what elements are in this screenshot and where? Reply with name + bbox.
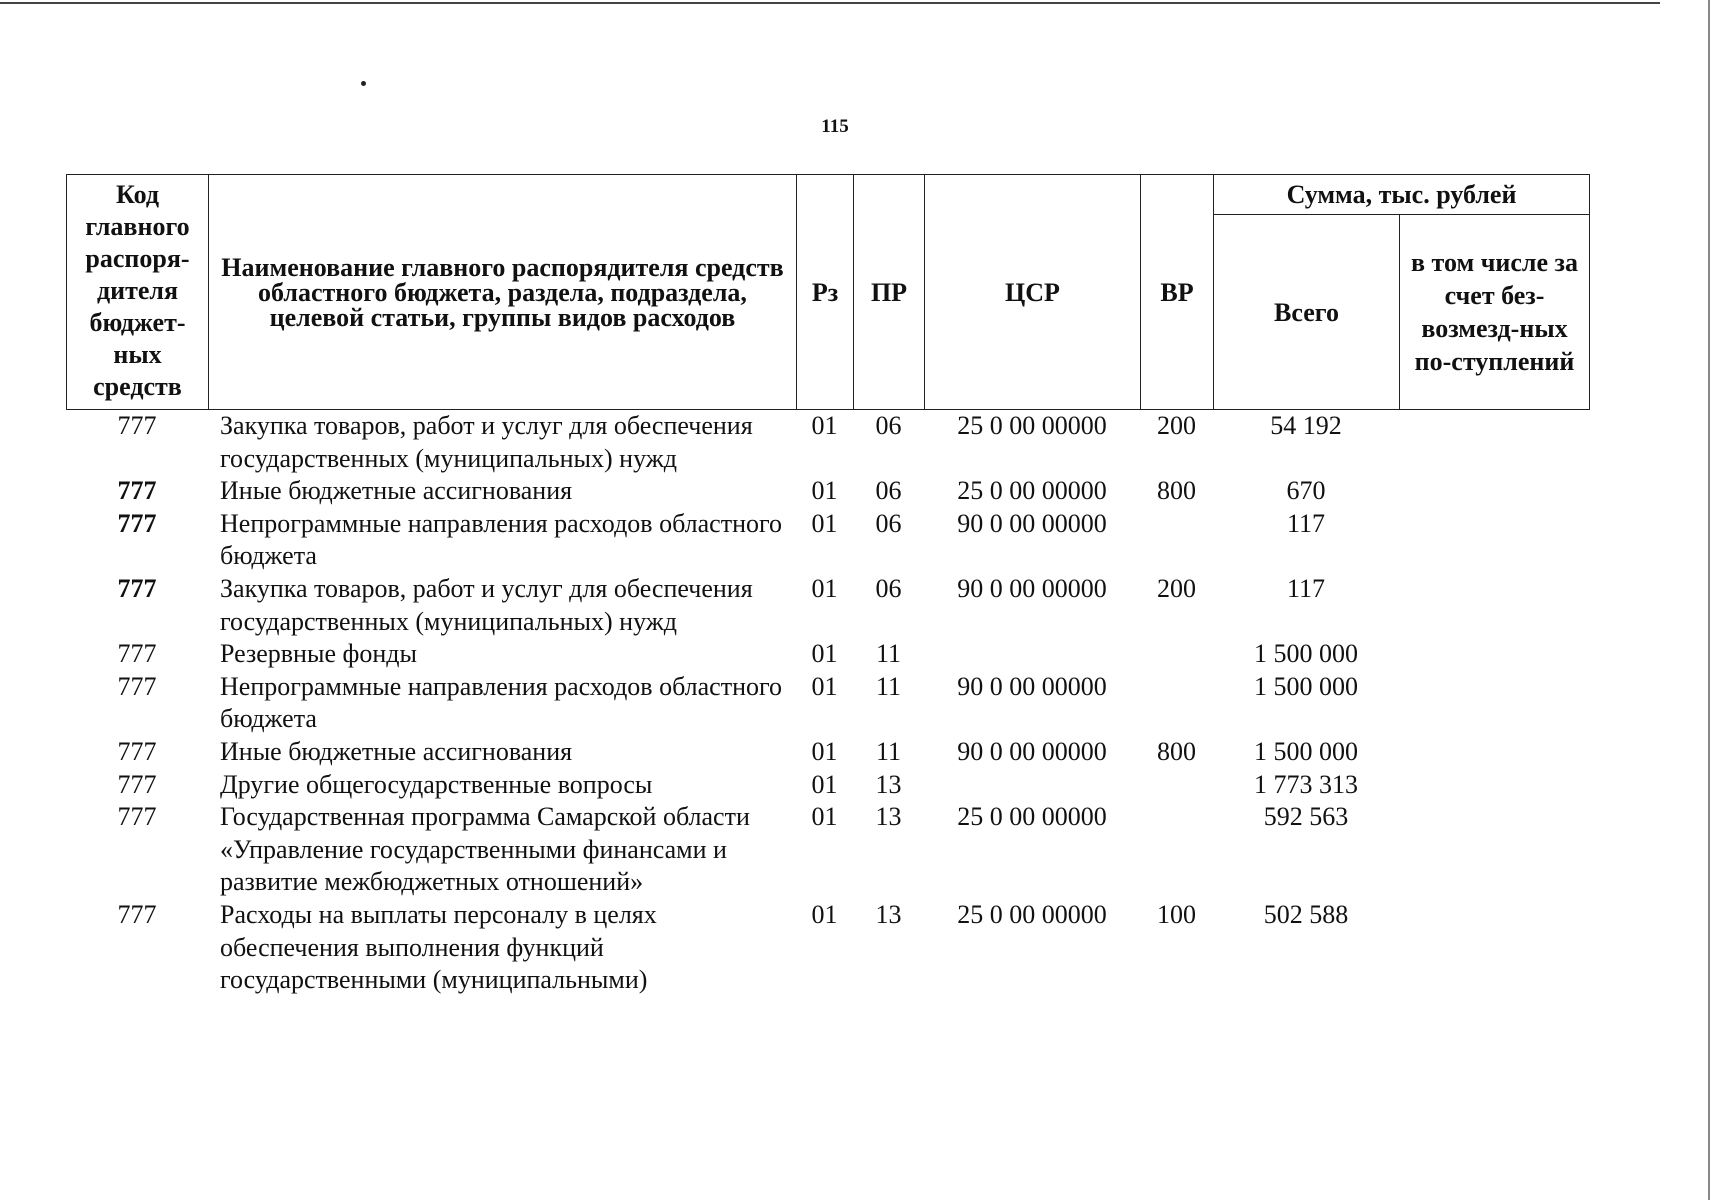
page-edge bbox=[1708, 0, 1710, 1200]
cell-donated bbox=[1399, 475, 1589, 508]
cell-code: 777 bbox=[117, 769, 157, 799]
cell-csr: 90 0 00 00000 bbox=[957, 671, 1107, 701]
header-total: Всего bbox=[1214, 215, 1400, 410]
table-row bbox=[66, 475, 1589, 508]
cell-vr bbox=[1140, 671, 1213, 736]
header-csr: ЦСР bbox=[925, 175, 1141, 410]
cell-pr: 13 bbox=[875, 802, 902, 832]
cell-pr: 11 bbox=[875, 639, 902, 669]
scan-dot bbox=[361, 81, 366, 86]
cell-vr bbox=[1140, 769, 1213, 802]
cell-rz: 01 bbox=[811, 736, 838, 766]
cell-rz: 01 bbox=[811, 899, 838, 929]
header-vr: ВР bbox=[1141, 175, 1214, 410]
cell-vr bbox=[1140, 508, 1213, 573]
cell-total: 502 588 bbox=[1263, 899, 1349, 929]
cell-vr bbox=[1140, 638, 1213, 671]
cell-total: 117 bbox=[1286, 508, 1326, 538]
cell-vr: 200 bbox=[1157, 411, 1196, 440]
table-row bbox=[66, 899, 1589, 997]
cell-donated bbox=[1399, 769, 1589, 802]
cell-pr: 13 bbox=[875, 769, 902, 799]
cell-donated bbox=[1399, 671, 1589, 736]
cell-donated bbox=[1399, 573, 1589, 638]
table-row bbox=[66, 671, 1589, 736]
header-sum: Сумма, тыс. рублей bbox=[1214, 175, 1590, 215]
cell-donated bbox=[1399, 638, 1589, 671]
cell-name: Закупка товаров, работ и услуг для обеспечения государственных (муниципальных) нужд bbox=[220, 411, 753, 473]
cell-vr: 800 bbox=[1157, 736, 1196, 766]
cell-total: 1 500 000 bbox=[1254, 639, 1358, 669]
table-row bbox=[66, 573, 1589, 638]
table-row bbox=[66, 769, 1589, 802]
cell-code: 777 bbox=[117, 573, 157, 603]
cell-pr: 06 bbox=[875, 508, 902, 538]
cell-code: 777 bbox=[117, 411, 157, 440]
cell-code: 777 bbox=[117, 899, 157, 929]
cell-total: 1 500 000 bbox=[1254, 671, 1358, 701]
header-code: Код главного распоря-дителя бюджет-ных средств bbox=[67, 175, 209, 410]
cell-csr: 90 0 00 00000 bbox=[957, 736, 1107, 766]
cell-name: Резервные фонды bbox=[220, 639, 417, 669]
cell-code: 777 bbox=[117, 671, 157, 701]
cell-rz: 01 bbox=[811, 802, 838, 832]
cell-code: 777 bbox=[117, 802, 157, 832]
cell-total: 1 500 000 bbox=[1254, 736, 1358, 766]
cell-rz: 01 bbox=[811, 573, 838, 603]
cell-name: Иные бюджетные ассигнования bbox=[220, 736, 573, 766]
cell-pr: 13 bbox=[875, 899, 902, 929]
cell-donated bbox=[1399, 899, 1589, 997]
cell-total: 1 773 313 bbox=[1254, 769, 1358, 799]
top-rule bbox=[0, 2, 1660, 4]
cell-donated bbox=[1399, 736, 1589, 769]
table-row bbox=[66, 736, 1589, 769]
cell-csr: 25 0 00 00000 bbox=[957, 476, 1107, 506]
cell-pr: 06 bbox=[875, 476, 902, 506]
cell-csr bbox=[924, 769, 1140, 802]
cell-total: 670 bbox=[1286, 476, 1326, 506]
cell-vr: 200 bbox=[1157, 573, 1196, 603]
cell-name: Непрограммные направления расходов областного бюджета bbox=[220, 671, 782, 734]
cell-csr bbox=[924, 638, 1140, 671]
cell-donated bbox=[1399, 410, 1589, 475]
cell-code: 777 bbox=[117, 736, 157, 766]
cell-csr: 90 0 00 00000 bbox=[957, 573, 1107, 603]
cell-name: Другие общегосударственные вопросы bbox=[220, 769, 653, 799]
cell-code: 777 bbox=[117, 639, 157, 669]
cell-vr: 800 bbox=[1157, 476, 1196, 506]
cell-pr: 11 bbox=[875, 671, 902, 701]
cell-name: Государственная программа Самарской области «Управление государственными финансами и развитие межбюджетных отношений» bbox=[220, 802, 750, 897]
cell-name: Закупка товаров, работ и услуг для обеспечения государственных (муниципальных) нужд bbox=[220, 573, 753, 636]
cell-total: 54 192 bbox=[1270, 411, 1342, 440]
cell-name: Расходы на выплаты персоналу в целях обеспечения выполнения функций государственными (муниципальными) bbox=[220, 899, 657, 995]
table-row bbox=[66, 638, 1589, 671]
table-body bbox=[66, 410, 1589, 997]
table-row bbox=[66, 508, 1589, 573]
cell-csr: 90 0 00 00000 bbox=[957, 508, 1107, 538]
cell-code: 777 bbox=[117, 476, 157, 506]
cell-pr: 06 bbox=[875, 573, 902, 603]
cell-vr bbox=[1140, 801, 1213, 899]
cell-rz: 01 bbox=[811, 639, 838, 669]
cell-total: 117 bbox=[1286, 573, 1326, 603]
cell-rz: 01 bbox=[811, 508, 838, 538]
page-number: 115 bbox=[821, 116, 849, 137]
table-row bbox=[66, 410, 1589, 475]
cell-donated bbox=[1399, 801, 1589, 899]
cell-rz: 01 bbox=[811, 476, 838, 506]
cell-name: Иные бюджетные ассигнования bbox=[220, 476, 573, 506]
header-name: Наименование главного распорядителя средств областного бюджета, раздела, подраздела, целевой статьи, группы видов расходов bbox=[209, 175, 797, 410]
cell-pr: 06 bbox=[875, 411, 902, 440]
cell-csr: 25 0 00 00000 bbox=[957, 411, 1107, 440]
cell-total: 592 563 bbox=[1263, 802, 1349, 832]
cell-donated bbox=[1399, 508, 1589, 573]
cell-code: 777 bbox=[117, 508, 157, 538]
cell-rz: 01 bbox=[811, 671, 838, 701]
cell-name: Непрограммные направления расходов областного бюджета bbox=[220, 508, 782, 571]
cell-csr: 25 0 00 00000 bbox=[957, 802, 1107, 832]
header-pr: ПР bbox=[854, 175, 925, 410]
table-row bbox=[66, 801, 1589, 899]
cell-pr: 11 bbox=[875, 736, 902, 766]
cell-vr: 100 bbox=[1157, 899, 1196, 929]
cell-rz: 01 bbox=[811, 769, 838, 799]
cell-csr: 25 0 00 00000 bbox=[957, 899, 1107, 929]
table-header bbox=[66, 174, 1590, 410]
header-donated: в том числе за счет без-возмезд-ных по-ступлений bbox=[1400, 215, 1590, 410]
header-rz: Рз bbox=[797, 175, 854, 410]
cell-rz: 01 bbox=[811, 411, 838, 440]
